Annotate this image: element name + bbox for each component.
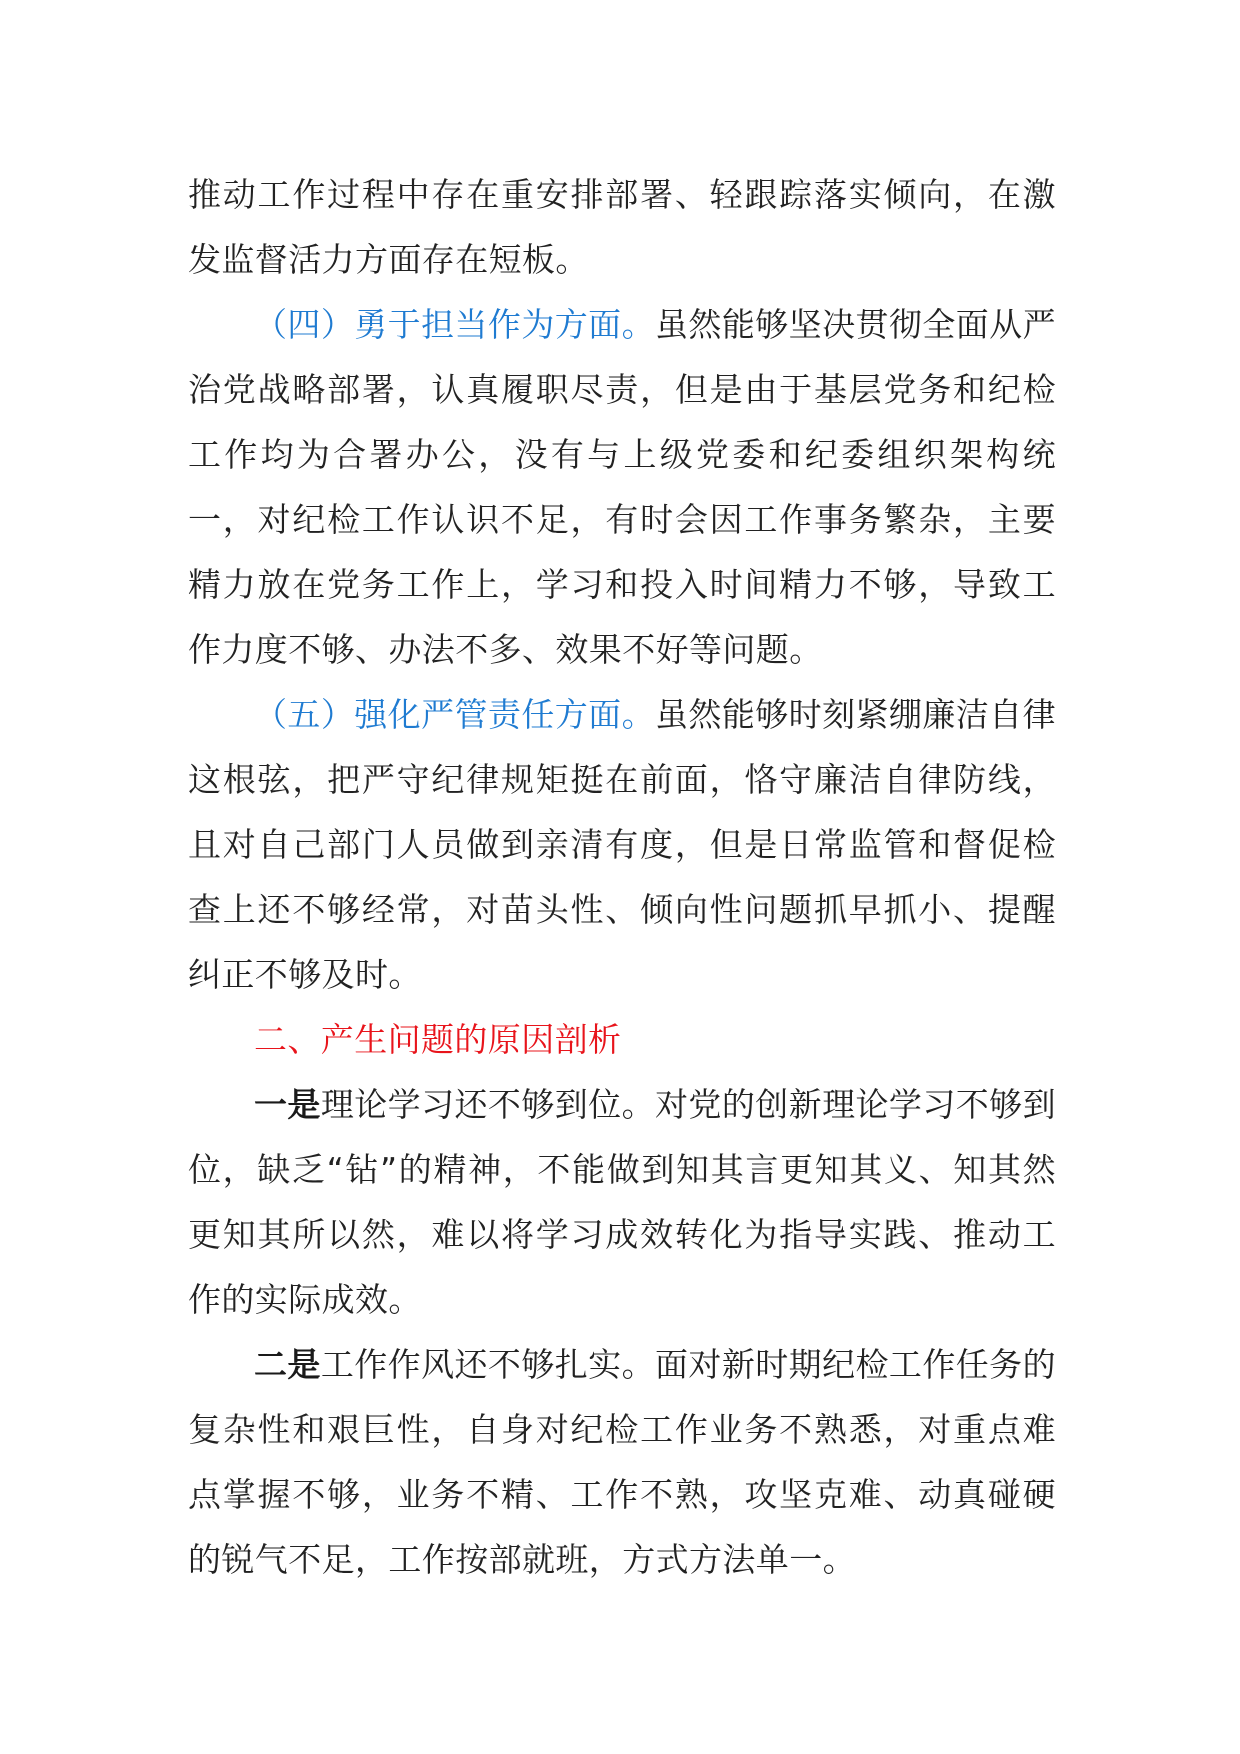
paragraph-reason-two	[188, 1332, 1056, 1592]
reason-one-lead: 一是	[254, 1085, 321, 1124]
document-body	[188, 162, 1056, 1592]
paragraph-continued	[188, 162, 1056, 292]
section-five-heading: （五）强化严管责任方面。	[254, 695, 655, 734]
paragraph-text: 虽然能够坚决贯彻全面从严治党战略部署，认真履职尽责，但是由于基层党务和纪检工作均为合署办公，没有与上级党委和纪委组织架构统一，对纪检工作认识不足，有时会因工作事务繁杂，主要精力放在党务工作上，学习和投入时间精力不够，导致工作力度不够、办法不多、效果不好等问题。	[188, 305, 1056, 669]
paragraph-section-four	[188, 292, 1056, 682]
chapter-heading-cause-analysis: 二、产生问题的原因剖析	[254, 1020, 622, 1059]
paragraph-section-five	[188, 682, 1056, 1007]
paragraph-text: 推动工作过程中存在重安排部署、轻跟踪落实倾向，在激发监督活力方面存在短板。	[188, 175, 1056, 279]
paragraph-text: 虽然能够时刻紧绷廉洁自律这根弦，把严守纪律规矩挺在前面，恪守廉洁自律防线，且对自己部门人员做到亲清有度，但是日常监管和督促检查上还不够经常，对苗头性、倾向性问题抓早抓小、提醒纠正不够及时。	[188, 695, 1056, 994]
paragraph-reason-one	[188, 1072, 1056, 1332]
paragraph-text: 理论学习还不够到位。对党的创新理论学习不够到位，缺乏“钻”的精神，不能做到知其言更知其义、知其然更知其所以然，难以将学习成效转化为指导实践、推动工作的实际成效。	[188, 1085, 1056, 1319]
section-four-heading: （四）勇于担当作为方面。	[254, 305, 655, 344]
paragraph-text: 工作作风还不够扎实。面对新时期纪检工作任务的复杂性和艰巨性，自身对纪检工作业务不熟悉，对重点难点掌握不够，业务不精、工作不熟，攻坚克难、动真碰硬的锐气不足，工作按部就班，方式方法单一。	[188, 1345, 1056, 1579]
reason-two-lead: 二是	[254, 1345, 321, 1384]
